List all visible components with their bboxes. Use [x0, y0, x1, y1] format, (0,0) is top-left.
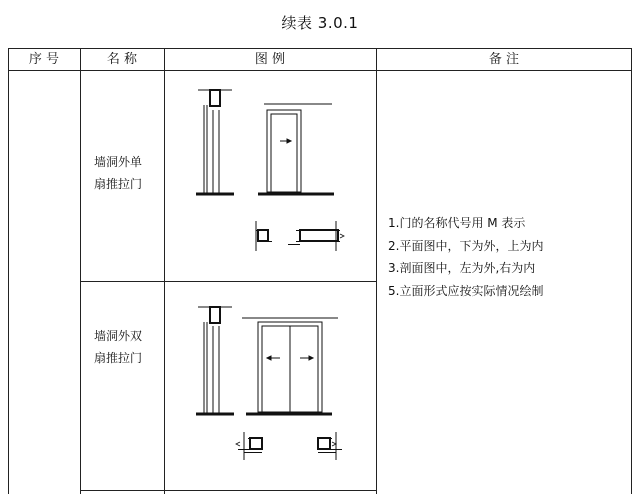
double-door-elevation [242, 318, 338, 414]
header-figure: 图 例 [254, 52, 286, 67]
note-2: 2.平面图中，下为外，上为内 [388, 238, 544, 253]
notes-list [388, 212, 628, 302]
row-2-name-line2: 扇推拉门 [94, 351, 143, 365]
page-title: 续表 3.0.1 [281, 14, 359, 32]
double-door-section [196, 307, 234, 414]
row-1-name-line2: 扇推拉门 [94, 177, 143, 191]
double-door-plan [236, 432, 342, 460]
row-1-name-line1: 墙洞外单 [94, 155, 143, 169]
row-2-name-line1: 墙洞外双 [94, 329, 143, 343]
header-seq: 序 号 [28, 52, 60, 67]
note-5: 5.立面形式应按实际情况绘制 [388, 283, 544, 298]
note-1: 1.门的名称代号用 M 表示 [388, 216, 526, 230]
header-note: 备 注 [488, 52, 520, 67]
header-name: 名 称 [106, 52, 138, 67]
note-3: 3.剖面图中，左为外,右为内 [388, 261, 536, 275]
